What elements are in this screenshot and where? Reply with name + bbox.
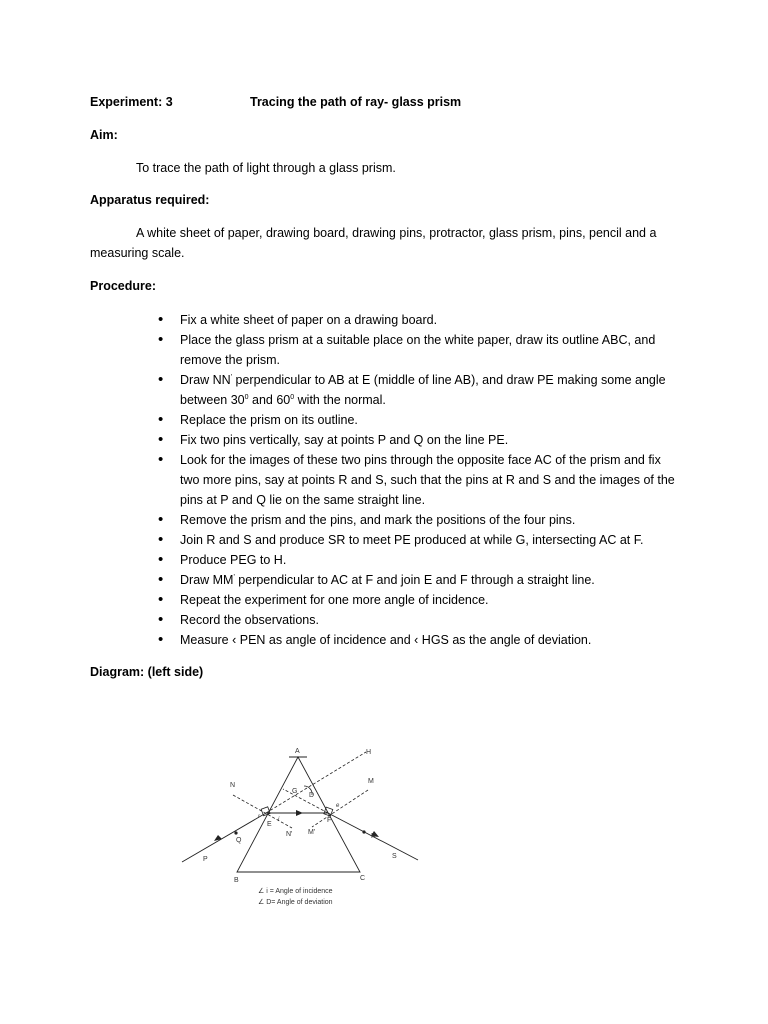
label-m-prime: M' xyxy=(308,829,316,836)
procedure-step: • Fix a white sheet of paper on a drawing board. xyxy=(158,310,678,330)
label-a: A xyxy=(295,748,300,755)
procedure-step: • Replace the prism on its outline. xyxy=(158,410,678,430)
procedure-step: • Draw NN' perpendicular to AB at E (middle of line AB), and draw PE making some angle between $30^0$ and $60^0$ with the normal. xyxy=(158,370,678,410)
procedure-step: • Repeat the experiment for one more angle of incidence. xyxy=(158,590,678,610)
procedure-step: • Record the observations. xyxy=(158,610,678,630)
label-c: C xyxy=(360,875,366,882)
procedure-step: • Join R and S and produce SR to meet PE produced at while G, intersecting AC at F. xyxy=(158,530,678,550)
procedure-step: • Look for the images of these two pins through the opposite face AC of the prism and fix two more pins, say at points R and S, such that the pins at R and S and the images of the pins at P and Q lie on the same straight line. xyxy=(158,450,678,510)
legend-incidence: ∠ i = Angle of incidence xyxy=(258,888,333,895)
label-p: P xyxy=(203,856,208,863)
normal-at-f xyxy=(312,790,368,827)
aim-heading: Aim: xyxy=(90,128,118,142)
label-h: H xyxy=(366,749,372,756)
procedure-step: • Fix two pins vertically, say at points P and Q on the line PE. xyxy=(158,430,678,450)
incident-ray xyxy=(182,813,266,862)
label-q: Q xyxy=(236,837,242,844)
apparatus-text-line2: measuring scale. xyxy=(90,246,185,260)
diagram-heading: Diagram: (left side) xyxy=(90,665,204,679)
label-r: R xyxy=(371,833,377,840)
label-r-angle: r xyxy=(258,814,260,820)
legend-deviation: ∠ D= Angle of deviation xyxy=(258,899,333,906)
label-s: S xyxy=(392,853,397,860)
apparatus-text-line1: A white sheet of paper, drawing board, drawing pins, protractor, glass prism, pins, pencil and a xyxy=(136,226,657,240)
procedure-step: • Draw MM' perpendicular to AC at F and join E and F through a straight line. xyxy=(158,570,678,590)
procedure-heading: Procedure: xyxy=(90,279,156,293)
procedure-step: • Remove the prism and the pins, and mark the positions of the four pins. xyxy=(158,510,678,530)
label-g: G xyxy=(292,788,298,795)
label-e: E xyxy=(267,821,272,828)
incident-ray-extension xyxy=(266,752,366,813)
label-n: N xyxy=(230,782,236,789)
label-i: i xyxy=(278,817,280,823)
procedure-step: • Measure ‹ PEN as angle of incidence and ‹ HGS as the angle of deviation. xyxy=(158,630,678,650)
label-b: B xyxy=(234,877,239,884)
label-e-angle: e xyxy=(336,803,340,809)
experiment-number: Experiment: 3 xyxy=(90,95,173,109)
label-m: M xyxy=(368,778,374,785)
label-d: D xyxy=(309,792,315,799)
label-f: F xyxy=(327,817,332,824)
pin-r xyxy=(362,830,365,833)
procedure-step: • Produce PEG to H. xyxy=(158,550,678,570)
label-n-prime: N' xyxy=(286,831,293,838)
arrow-incident xyxy=(214,835,222,841)
procedure-step: • Place the glass prism at a suitable place on the white paper, draw its outline ABC, and remove the prism. xyxy=(158,330,678,370)
apparatus-heading: Apparatus required: xyxy=(90,193,210,207)
aim-text: To trace the path of light through a glass prism. xyxy=(136,161,396,175)
arrow-inside-prism xyxy=(296,810,303,816)
pin-q xyxy=(234,831,237,834)
page-title: Tracing the path of ray- glass prism xyxy=(250,95,462,109)
